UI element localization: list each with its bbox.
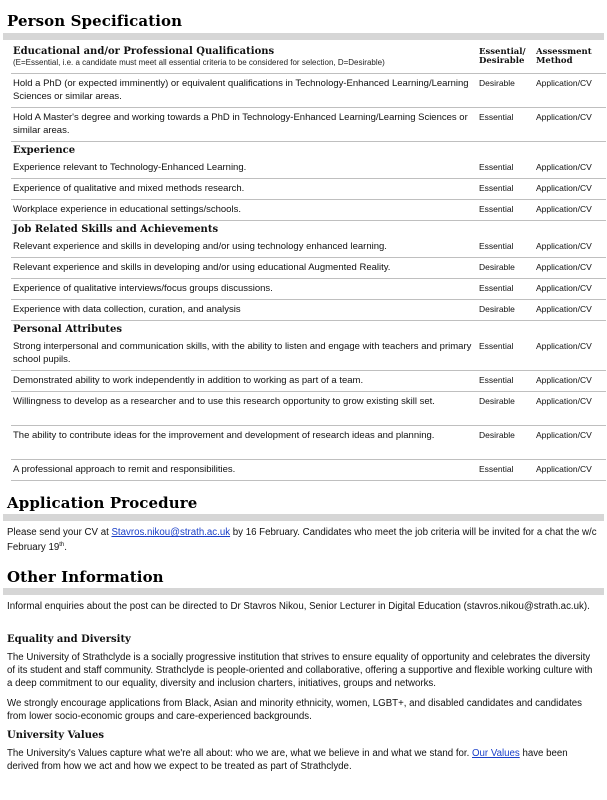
criterion-text: Willingness to develop as a researcher and to use this research opportunity to grow existing skill set. — [13, 396, 435, 407]
assessment-method: Application/CV — [536, 112, 592, 122]
assessment-method: Application/CV — [536, 283, 592, 293]
email-link[interactable]: Stavros.nikou@strath.ac.uk — [111, 527, 231, 538]
our-values-link[interactable]: Our Values — [472, 748, 520, 759]
assessment-method: Application/CV — [536, 341, 592, 351]
assessment-method: Application/CV — [536, 241, 592, 251]
table-header — [11, 45, 606, 74]
assessment-method: Application/CV — [536, 204, 592, 214]
table-row — [11, 279, 606, 300]
requirement-level: Essential — [479, 241, 514, 251]
attributes-heading: Personal Attributes — [13, 324, 122, 335]
assessment-method: Application/CV — [536, 430, 592, 440]
requirement-level: Essential — [479, 283, 514, 293]
criterion-text: Hold a PhD (or expected imminently) or equivalent qualifications in Technology-Enhanced Learning/Learning Sciences or similar areas. — [13, 78, 469, 102]
requirement-level: Essential — [479, 341, 514, 351]
requirement-level: Desirable — [479, 304, 515, 314]
equality-heading: Equality and Diversity — [7, 634, 131, 645]
requirement-level: Desirable — [479, 78, 515, 88]
criterion-text: Workplace experience in educational settings/schools. — [13, 204, 241, 215]
assessment-method: Application/CV — [536, 304, 592, 314]
requirement-level: Essential — [479, 112, 514, 122]
essential-desirable-column-header: Essential/ Desirable — [479, 47, 526, 66]
assessment-method: Application/CV — [536, 464, 592, 474]
table-row — [11, 392, 606, 426]
application-text: Please send your CV at Stavros.nikou@strath.ac.uk by 16 February. Candidates who meet the job criteria will be invited for a chat the w/c February 19th. — [7, 527, 597, 554]
section-divider — [3, 588, 604, 595]
criterion-text: The ability to contribute ideas for the improvement and development of research ideas and planning. — [13, 430, 435, 441]
requirement-level: Essential — [479, 162, 514, 172]
requirement-level: Essential — [479, 464, 514, 474]
assessment-method: Application/CV — [536, 375, 592, 385]
requirement-level: Essential — [479, 204, 514, 214]
table-row — [11, 300, 606, 321]
table-row — [11, 158, 606, 179]
requirement-level: Essential — [479, 375, 514, 385]
requirement-level: Desirable — [479, 430, 515, 440]
criterion-text: Demonstrated ability to work independently in addition to working as part of a team. — [13, 375, 364, 386]
section-divider — [3, 33, 604, 40]
other-information-title: Other Information — [7, 568, 164, 586]
requirement-level: Essential — [479, 183, 514, 193]
table-row — [11, 237, 606, 258]
criterion-text: Experience of qualitative interviews/focus groups discussions. — [13, 283, 273, 294]
table-row — [11, 179, 606, 200]
person-spec-table — [11, 45, 606, 481]
equality-paragraph: The University of Strathclyde is a socially progressive institution that strives to ensure equality of opportunity and celebrates the diversity of its student and staff community. Strathclyde is people-oriented and collaborative, offering a supportive and flexible working culture with a deep commitment to our equality, diversity and inclusion charters, initiatives, groups and networks. — [7, 652, 593, 689]
assessment-method: Application/CV — [536, 162, 592, 172]
criterion-text: A professional approach to remit and responsibilities. — [13, 464, 236, 475]
table-row — [11, 337, 606, 371]
table-row — [11, 200, 606, 221]
applications-paragraph: We strongly encourage applications from Black, Asian and minority ethnicity, women, LGBT+, and disabled candidates and candidates from lower socio-economic groups and care-experienced backgrounds. — [7, 698, 583, 722]
criterion-text: Experience of qualitative and mixed methods research. — [13, 183, 245, 194]
person-spec-title: Person Specification — [7, 12, 183, 30]
requirement-level: Desirable — [479, 396, 515, 406]
criterion-text: Experience with data collection, curation, and analysis — [13, 304, 241, 315]
requirement-level: Desirable — [479, 262, 515, 272]
criterion-text: Strong interpersonal and communication skills, with the ability to listen and engage with teachers and primary school pupils. — [13, 341, 472, 365]
table-row — [11, 258, 606, 279]
table-row — [11, 371, 606, 392]
criterion-text: Hold A Master's degree and working towards a PhD in Technology-Enhanced Learning/Learning Sciences or similar areas. — [13, 112, 468, 136]
application-procedure-title: Application Procedure — [7, 494, 198, 512]
assessment-method: Application/CV — [536, 396, 592, 406]
criterion-text: Relevant experience and skills in developing and/or using technology enhanced learning. — [13, 241, 387, 252]
qualifications-heading: Educational and/or Professional Qualifications — [13, 46, 275, 57]
table-row — [11, 108, 606, 142]
enquiries-text: Informal enquiries about the post can be directed to Dr Stavros Nikou, Senior Lecturer in Digital Education (stavros.nikou@strath.ac.uk). — [7, 601, 590, 612]
table-row — [11, 460, 606, 481]
assessment-method-column-header: Assessment Method — [536, 47, 592, 66]
criterion-text: Relevant experience and skills in developing and/or using educational Augmented Reality. — [13, 262, 391, 273]
table-row — [11, 74, 606, 108]
assessment-method: Application/CV — [536, 262, 592, 272]
assessment-method: Application/CV — [536, 78, 592, 88]
values-heading: University Values — [7, 730, 104, 741]
section-divider — [3, 514, 604, 521]
criterion-text: Experience relevant to Technology-Enhanced Learning. — [13, 162, 247, 173]
criteria-note: (E=Essential, i.e. a candidate must meet all essential criteria to be considered for selection, D=Desirable) — [13, 58, 385, 67]
skills-heading: Job Related Skills and Achievements — [13, 224, 219, 235]
table-row — [11, 426, 606, 460]
assessment-method: Application/CV — [536, 183, 592, 193]
values-paragraph: The University's Values capture what we're all about: who we are, what we believe in and what we stand for. Our Values have been derived from how we act and how we expect to be treated as part of Strathclyde. — [7, 748, 568, 772]
experience-heading: Experience — [13, 145, 76, 156]
